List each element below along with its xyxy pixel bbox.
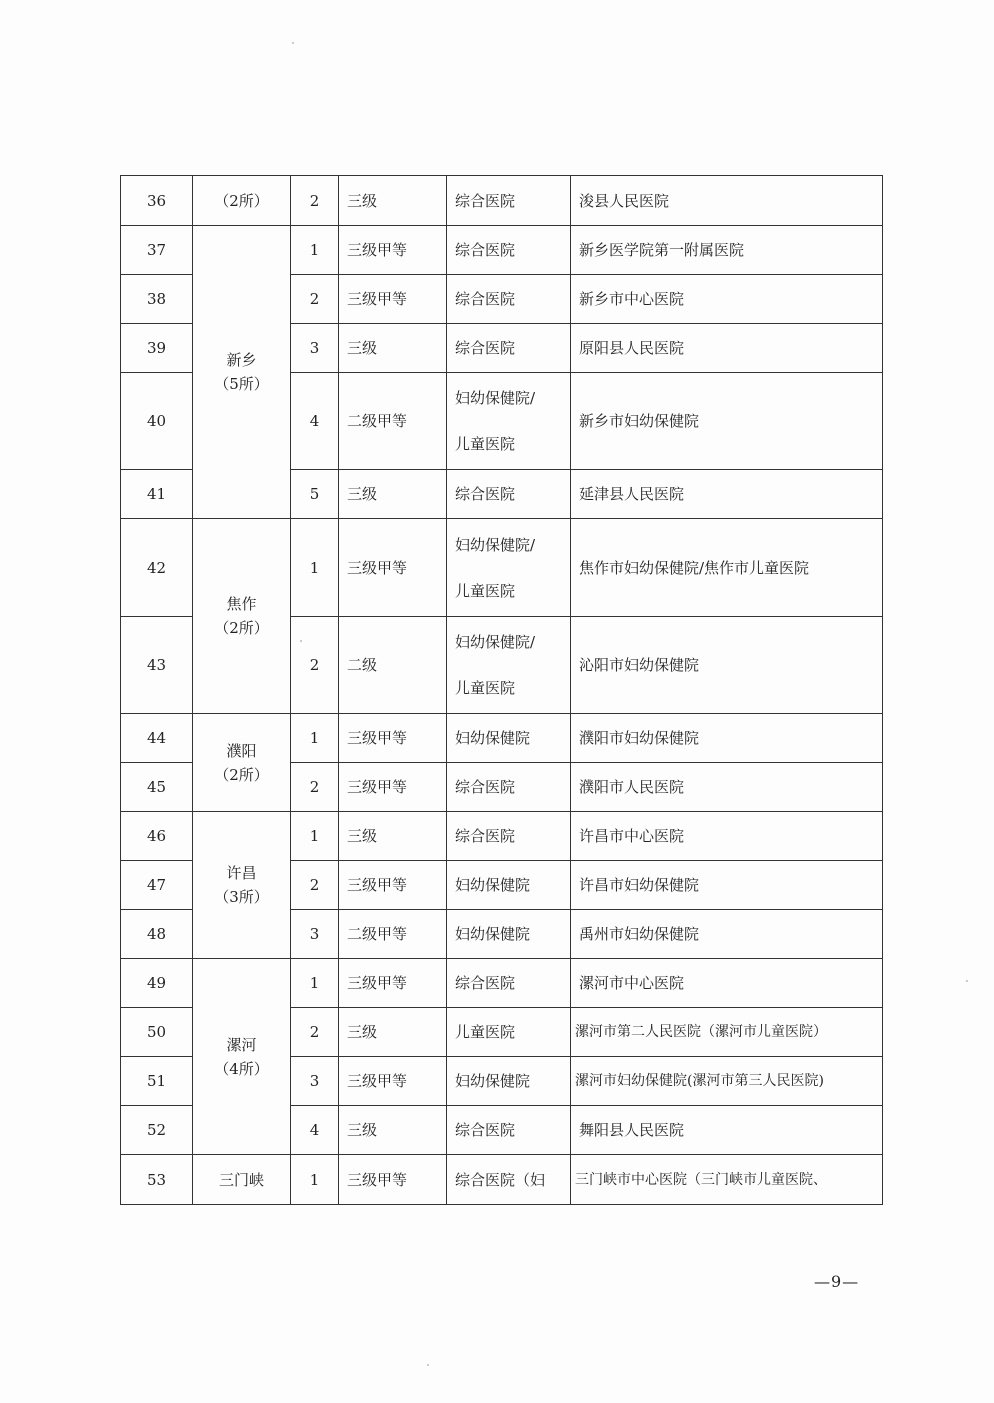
hospital-type: 综合医院 [447,812,571,861]
city-name: 焦作 [226,595,257,613]
row-number: 38 [121,275,193,324]
row-number: 44 [121,714,193,763]
city-name: 漯河 [226,1035,257,1054]
sequence-number: 3 [291,910,339,959]
sequence-number: 2 [291,176,339,226]
hospital-type: 妇幼保健院 [447,910,571,959]
hospital-level: 三级甲等 [339,519,447,617]
sequence-number: 4 [291,373,339,470]
hospital-type-line2: 儿童医院 [455,435,516,453]
hospital-type: 妇幼保健院 [447,861,571,910]
hospital-type: 综合医院 [447,959,571,1008]
table-row [121,1155,883,1205]
sequence-number: 2 [291,617,339,714]
hospital-type-line1: 妇幼保健院/ [455,389,536,407]
hospital-type-line2: 儿童医院 [455,581,516,600]
hospital-name: 沁阳市妇幼保健院 [571,617,883,714]
hospital-type-line1: 妇幼保健院/ [455,535,536,554]
scan-speck [966,980,968,982]
city-name: 许昌 [226,864,257,882]
sequence-number: 1 [291,812,339,861]
hospital-level: 三级甲等 [339,1155,447,1205]
row-number: 36 [121,176,193,226]
hospital-type: 儿童医院 [447,1008,571,1057]
table-row [121,176,883,226]
city-name: 濮阳 [226,741,257,760]
row-number: 50 [121,1008,193,1057]
sequence-number: 3 [291,324,339,373]
row-number: 47 [121,861,193,910]
hospital-table [120,175,883,1205]
hospital-type: 综合医院（妇 [447,1155,571,1205]
city-cell [193,226,291,519]
city-cell [193,812,291,959]
scan-speck [427,1364,429,1366]
hospital-name: 漯河市妇幼保健院(漯河市第三人民医院) [571,1057,883,1106]
hospital-level: 三级 [339,1106,447,1155]
scan-speck [300,640,302,642]
city-count: （2所） [193,176,291,226]
table-row [121,959,883,1008]
city-count: （2所） [214,765,269,784]
table-row [121,714,883,763]
hospital-name: 新乡市中心医院 [571,275,883,324]
row-number: 42 [121,519,193,617]
table-row [121,519,883,617]
hospital-name: 焦作市妇幼保健院/焦作市儿童医院 [571,519,883,617]
hospital-level: 三级甲等 [339,1057,447,1106]
hospital-type: 综合医院 [447,1106,571,1155]
sequence-number: 2 [291,1008,339,1057]
hospital-name: 原阳县人民医院 [571,324,883,373]
hospital-name: 许昌市妇幼保健院 [571,861,883,910]
scan-speck [292,42,294,44]
hospital-name: 许昌市中心医院 [571,812,883,861]
row-number: 43 [121,617,193,714]
hospital-level: 二级甲等 [339,373,447,470]
hospital-level: 二级甲等 [339,910,447,959]
row-number: 40 [121,373,193,470]
city-count: （2所） [214,619,269,637]
row-number: 41 [121,470,193,519]
hospital-level: 三级甲等 [339,275,447,324]
row-number: 45 [121,763,193,812]
hospital-level: 三级 [339,1008,447,1057]
row-number: 37 [121,226,193,275]
row-number: 52 [121,1106,193,1155]
row-number: 51 [121,1057,193,1106]
hospital-level: 三级甲等 [339,763,447,812]
sequence-number: 1 [291,959,339,1008]
city-cell [193,959,291,1155]
table-row [121,812,883,861]
hospital-name: 舞阳县人民医院 [571,1106,883,1155]
row-number: 39 [121,324,193,373]
hospital-level: 三级甲等 [339,861,447,910]
sequence-number: 2 [291,275,339,324]
hospital-type: 综合医院 [447,324,571,373]
sequence-number: 2 [291,763,339,812]
hospital-name: 新乡市妇幼保健院 [571,373,883,470]
hospital-type: 妇幼保健院 [447,1057,571,1106]
hospital-type: 综合医院 [447,226,571,275]
sequence-number: 1 [291,1155,339,1205]
page-number: —9— [814,1272,860,1291]
hospital-name: 漯河市中心医院 [571,959,883,1008]
city-cell [193,519,291,714]
hospital-name: 三门峡市中心医院（三门峡市儿童医院、 [571,1155,883,1205]
hospital-level: 三级 [339,176,447,226]
hospital-level: 三级 [339,812,447,861]
hospital-name: 延津县人民医院 [571,470,883,519]
hospital-type: 妇幼保健院 [447,714,571,763]
hospital-level: 三级甲等 [339,959,447,1008]
hospital-type [447,617,571,714]
city-name: 新乡 [226,351,257,369]
hospital-name: 新乡医学院第一附属医院 [571,226,883,275]
hospital-type [447,519,571,617]
row-number: 48 [121,910,193,959]
hospital-type-line2: 儿童医院 [455,679,516,697]
table-row [121,226,883,275]
hospital-name: 禹州市妇幼保健院 [571,910,883,959]
city-count: （4所） [214,1059,269,1078]
row-number: 46 [121,812,193,861]
hospital-type: 综合医院 [447,470,571,519]
hospital-level: 三级甲等 [339,714,447,763]
sequence-number: 5 [291,470,339,519]
hospital-type: 综合医院 [447,176,571,226]
sequence-number: 4 [291,1106,339,1155]
hospital-level: 三级甲等 [339,226,447,275]
hospital-name: 漯河市第二人民医院（漯河市儿童医院） [571,1008,883,1057]
sequence-number: 1 [291,714,339,763]
sequence-number: 3 [291,1057,339,1106]
hospital-type [447,373,571,470]
hospital-level: 二级 [339,617,447,714]
city-name: 三门峡 [193,1155,291,1205]
sequence-number: 2 [291,861,339,910]
hospital-name: 濮阳市人民医院 [571,763,883,812]
row-number: 53 [121,1155,193,1205]
city-count: （5所） [214,375,269,393]
hospital-name: 浚县人民医院 [571,176,883,226]
sequence-number: 1 [291,519,339,617]
city-count: （3所） [214,888,269,906]
hospital-type: 综合医院 [447,763,571,812]
row-number: 49 [121,959,193,1008]
hospital-type: 综合医院 [447,275,571,324]
hospital-level: 三级 [339,470,447,519]
hospital-name: 濮阳市妇幼保健院 [571,714,883,763]
hospital-type-line1: 妇幼保健院/ [455,633,536,651]
city-cell [193,714,291,812]
sequence-number: 1 [291,226,339,275]
hospital-level: 三级 [339,324,447,373]
